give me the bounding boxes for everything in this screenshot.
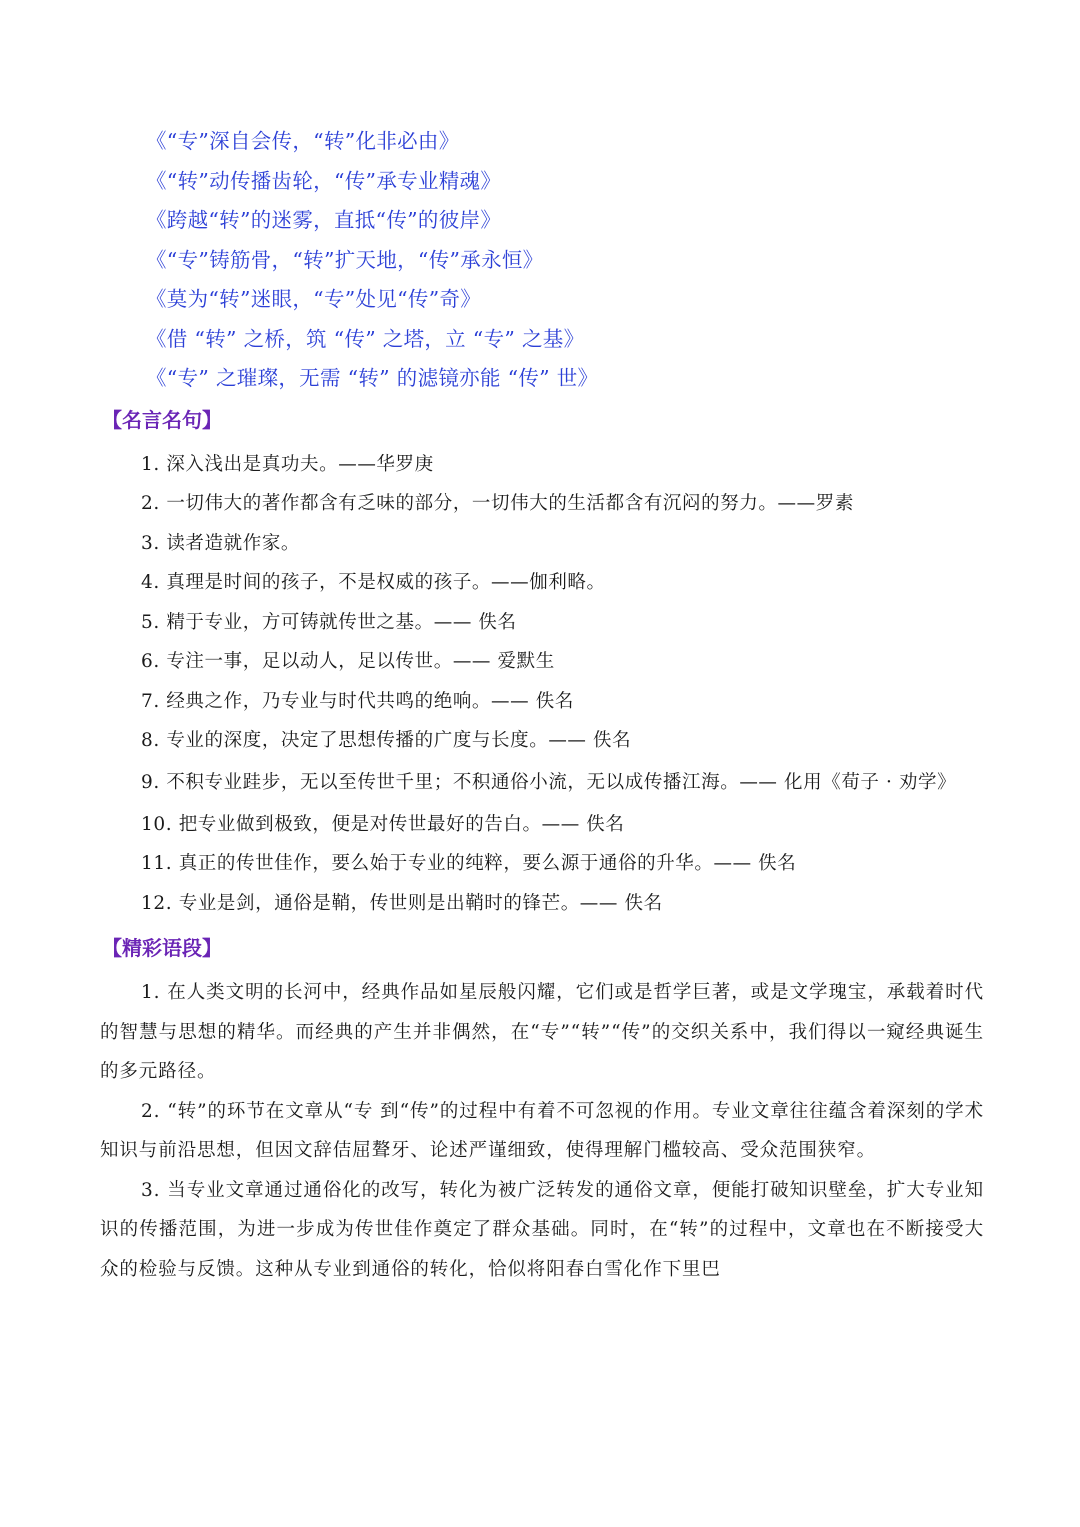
title-item: 《“专”深自会传，“转”化非必由》 bbox=[146, 129, 460, 153]
quote-item: 1. 深入浅出是真功夫。——华罗庚 bbox=[141, 453, 434, 475]
quote-item: 11. 真正的传世佳作，要么始于专业的纯粹，要么源于通俗的升华。—— 佚名 bbox=[141, 853, 797, 874]
quote-item: 3. 读者造就作家。 bbox=[141, 532, 301, 554]
title-item: 《莫为“转”迷眼，“专”处见“传”奇》 bbox=[146, 287, 482, 311]
quote-item: 9. 不积专业跬步，无以至传世千里；不积通俗小流，无以成传播江海。—— 化用《荀子 · 劝学》 bbox=[141, 771, 957, 793]
document-page bbox=[100, 122, 984, 1289]
quote-item: 5. 精于专业，方可铸就传世之基。—— 佚名 bbox=[141, 611, 517, 633]
quote-item: 6. 专注一事，足以动人，足以传世。—— 爱默生 bbox=[141, 651, 555, 672]
passage-paragraph: 1. 在人类文明的长河中，经典作品如星辰般闪耀，它们或是哲学巨著，或是文学瑰宝，承载着时代的智慧与思想的精华。而经典的产生并非偶然，在“专”“转”“传”的交织关系中，我们得以一窥经典诞生的多元路径。 bbox=[100, 982, 984, 1082]
title-item: 《“转”动传播齿轮，“传”承专业精魂》 bbox=[146, 168, 502, 193]
quote-item: 7. 经典之作，乃专业与时代共鸣的绝响。—— 佚名 bbox=[141, 690, 574, 712]
spacer bbox=[100, 923, 984, 927]
title-item: 《跨越“转”的迷雾，直抵“传”的彼岸》 bbox=[146, 208, 502, 232]
title-item: 《“专”铸筋骨，“转”扩天地，“传”承永恒》 bbox=[146, 247, 544, 272]
quote-item: 2. 一切伟大的著作都含有乏味的部分，一切伟大的生活都含有沉闷的努力。——罗素 bbox=[141, 493, 854, 514]
title-item: 《借 “转” 之桥，筑 “传” 之塔，立 “专” 之基》 bbox=[146, 326, 585, 351]
quote-item: 4. 真理是时间的孩子，不是权威的孩子。——伽利略。 bbox=[141, 572, 606, 593]
quote-list bbox=[100, 445, 984, 924]
passages-section-heading: 【精彩语段】 bbox=[102, 936, 222, 960]
quotes-section-heading: 【名言名句】 bbox=[102, 407, 222, 432]
passage-paragraph: 3. 当专业文章通过通俗化的改写，转化为被广泛转发的通俗文章，便能打破知识壁垒，扩大专业知识的传播范围，为进一步成为传世佳作奠定了群众基础。同时，在“转”的过程中，文章也在不断接受大众的检验与反馈。这种从专业到通俗的转化，恰似将阳春白雪化作下里巴 bbox=[100, 1179, 984, 1280]
quote-item: 12. 专业是剑，通俗是鞘，传世则是出鞘时的锋芒。—— 佚名 bbox=[141, 892, 663, 914]
title-item: 《“专” 之璀璨，无需 “转” 的滤镜亦能 “传” 世》 bbox=[146, 366, 599, 390]
passage-list bbox=[100, 973, 984, 1289]
quote-item: 8. 专业的深度，决定了思想传播的广度与长度。—— 佚名 bbox=[141, 730, 632, 751]
passage-paragraph: 2. “转”的环节在文章从“专 到“传”的过程中有着不可忽视的作用。专业文章往往蕴含着深刻的学术知识与前沿思想，但因文辞佶屈聱牙、论述严谨细致，使得理解门槛较高、受众范围狭窄。 bbox=[100, 1100, 984, 1161]
title-list bbox=[146, 122, 984, 399]
quote-item: 10. 把专业做到极致，便是对传世最好的告白。—— 佚名 bbox=[141, 813, 625, 835]
